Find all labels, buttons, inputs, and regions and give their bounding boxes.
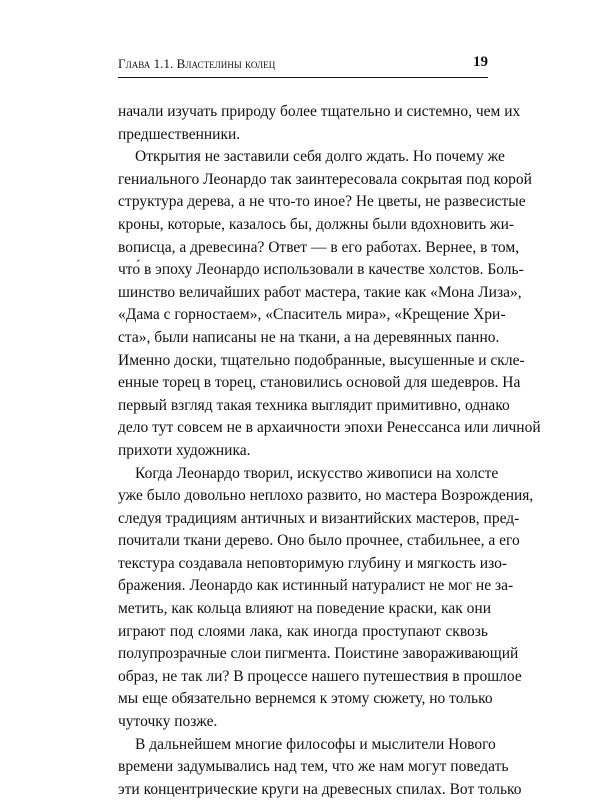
text-line: уже было довольно неплохо развито, но мастера Возрождения,: [118, 487, 534, 505]
text-line: что́ в эпоху Леонардо использовали в качестве холстов. Боль-: [118, 261, 524, 279]
text-line: «Дама с горностаем», «Спаситель мира», «Крещение Хри-: [118, 306, 506, 324]
text-line: мы еще обязательно вернемся к этому сюжету, но только: [118, 690, 493, 708]
text-line: енные торец в торец, становились основой для шедевров. На: [118, 374, 521, 392]
text-line: предшественники.: [118, 125, 241, 143]
chapter-title: Глава 1.1. Властелины колец: [118, 56, 276, 71]
text-line: В дальнейшем многие философы и мыслители Нового: [135, 735, 496, 753]
text-line: начали изучать природу более тщательно и системно, чем их: [118, 103, 521, 120]
text-line: Именно доски, тщательно подобранные, высушенные и скле-: [118, 351, 525, 369]
text-line: эти концентрические круги на древесных спилах. Вот только: [118, 780, 522, 798]
text-line: образ, не так ли? В процессе нашего путешествия в прошлое: [118, 667, 522, 685]
text-line: текстура создавала неповторимую глубину и мягкость изо-: [118, 554, 508, 572]
text-line: шинство величайших работ мастера, такие как «Мона Лиза»,: [118, 283, 522, 301]
text-line: метить, как кольца влияют на поведение краски, как они: [118, 600, 492, 618]
text-line: ста», были написаны не на ткани, а на деревянных панно.: [118, 328, 500, 346]
text-line: чуточку позже.: [118, 713, 218, 731]
text-line: Когда Леонардо творил, искусство живописи на холсте: [135, 464, 499, 482]
text-line: почитали ткани дерево. Оно было прочнее, стабильнее, а его: [118, 532, 520, 550]
page-number: 19: [473, 54, 488, 70]
text-line: играют под слоями лака, как иногда проступают сквозь: [118, 622, 488, 640]
text-line: первый взгляд такая техника выглядит примитивно, однако: [118, 396, 510, 414]
text-line: гениального Леонардо так заинтересовала сокрытая под корой: [118, 170, 532, 188]
text-line: Открытия не заставили себя долго ждать. Но почему же: [135, 148, 505, 166]
running-header: [118, 55, 488, 78]
text-line: бражения. Леонардо как истинный натуралист не мог не за-: [118, 577, 514, 595]
text-line: вописца, а древесина? Ответ — в его работах. Вернее, в том,: [118, 238, 520, 256]
text-line: структура дерева, а не что-то иное? Не цветы, не развесистые: [118, 193, 526, 211]
text-line: кроны, которые, казалось бы, должны были вдохновить жи-: [118, 215, 515, 233]
text-line: времени задумывались над тем, что же нам могут поведать: [118, 758, 509, 776]
text-line: дело тут совсем не в архаичности эпохи Ренессанса или личной: [118, 419, 541, 437]
text-line: следуя традициям античных и византийских мастеров, пред-: [118, 509, 520, 527]
text-line: прихоти художника.: [118, 441, 251, 459]
text-line: полупрозрачные слои пигмента. Поистине завораживающий: [118, 645, 519, 663]
body-text: [118, 101, 541, 801]
